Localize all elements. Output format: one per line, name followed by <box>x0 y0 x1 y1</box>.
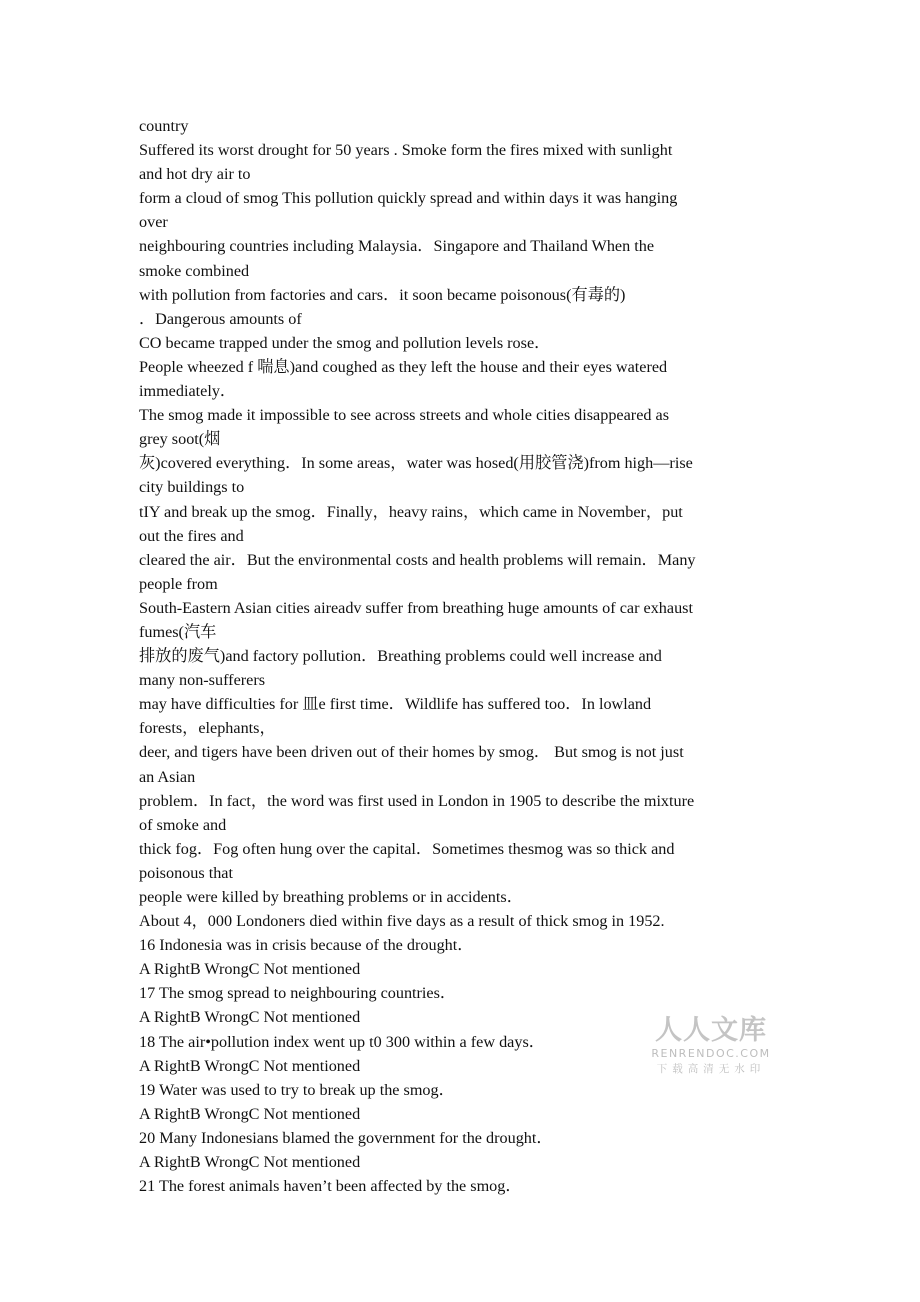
answer-options: A RightB WrongC Not mentioned <box>139 1008 361 1027</box>
text-line: 排放的废气)and factory pollution．Breathing problems could well increase and <box>139 647 662 666</box>
question-16: 16 Indonesia was in crisis because of the drought． <box>139 936 474 955</box>
question-21: 21 The forest animals haven’t been affected by the smog． <box>139 1177 522 1196</box>
text-line: Suffered its worst drought for 50 years . Smoke form the fires mixed with sunlight <box>139 141 673 160</box>
watermark-title: 人人文库 <box>655 1015 767 1046</box>
text-line: people from <box>139 574 218 593</box>
text-line: city buildings to <box>139 478 245 497</box>
text-line: with pollution from factories and cars．it soon became poisonous(有毒的) <box>139 285 626 304</box>
question-20: 20 Many Indonesians blamed the government for the drought． <box>139 1128 553 1147</box>
question-19: 19 Water was used to try to break up the smog． <box>139 1080 455 1099</box>
text-line: CO became trapped under the smog and pollution levels rose． <box>139 333 551 352</box>
text-line: cleared the air．But the environmental costs and health problems will remain．Many <box>139 550 696 569</box>
text-line: ．Dangerous amounts of <box>139 309 302 328</box>
watermark-logo <box>647 1016 775 1078</box>
text-line: an Asian <box>139 767 196 786</box>
text-line: thick fog．Fog often hung over the capital．Sometimes thesmog was so thick and <box>139 839 675 858</box>
text-line: of smoke and <box>139 815 227 834</box>
question-18: 18 The air•pollution index went up t0 300 within a few days． <box>139 1032 545 1051</box>
text-line: South-Eastern Asian cities aireadv suffer from breathing huge amounts of car exhaust <box>139 598 693 617</box>
text-line: grey soot(烟 <box>139 430 221 449</box>
question-17: 17 The smog spread to neighbouring countries． <box>139 984 457 1003</box>
text-line: problem．In fact，the word was first used in London in 1905 to describe the mixture <box>139 791 695 810</box>
watermark-url: RENRENDOC.COM <box>651 1047 771 1060</box>
text-line: may have difficulties for 皿e first time．Wildlife has suffered too．In lowland <box>139 695 652 714</box>
answer-options: A RightB WrongC Not mentioned <box>139 1056 361 1075</box>
text-line: deer, and tigers have been driven out of their homes by smog． But smog is not just <box>139 743 684 762</box>
text-line: over <box>139 213 168 232</box>
text-line: fumes(汽车 <box>139 622 217 641</box>
text-line: people were killed by breathing problems or in accidents． <box>139 888 523 906</box>
text-line: forests，elephants， <box>139 719 276 738</box>
text-line: tIY and break up the smog．Finally，heavy rains，which came in November，put <box>139 502 683 521</box>
text-line: smoke combined <box>139 261 250 280</box>
text-line: About 4，000 Londoners died within five days as a result of thick smog in 1952. <box>139 912 665 931</box>
text-line: many non-sufferers <box>139 671 266 690</box>
answer-options: A RightB WrongC Not mentioned <box>139 960 361 979</box>
answer-options: A RightB WrongC Not mentioned <box>139 1104 361 1123</box>
text-line: form a cloud of smog This pollution quickly spread and within days it was hanging <box>139 189 678 208</box>
answer-options: A RightB WrongC Not mentioned <box>139 1153 361 1172</box>
text-line: 灰)covered everything．In some areas，water was hosed(用胶管浇)from high—rise <box>139 454 693 473</box>
text-line: immediately． <box>139 382 237 401</box>
text-line: neighbouring countries including Malaysia．Singapore and Thailand When the <box>139 237 655 256</box>
text-line: out the fires and <box>139 526 244 545</box>
watermark-tagline: 下载高清无水印 <box>656 1063 766 1075</box>
text-line: poisonous that <box>139 863 233 882</box>
text-line: People wheezed f 喘息)and coughed as they left the house and their eyes watered <box>139 357 668 376</box>
text-line: country <box>139 117 189 135</box>
text-line: The smog made it impossible to see across streets and whole cities disappeared as <box>139 406 669 425</box>
text-line: and hot dry air to <box>139 165 251 184</box>
